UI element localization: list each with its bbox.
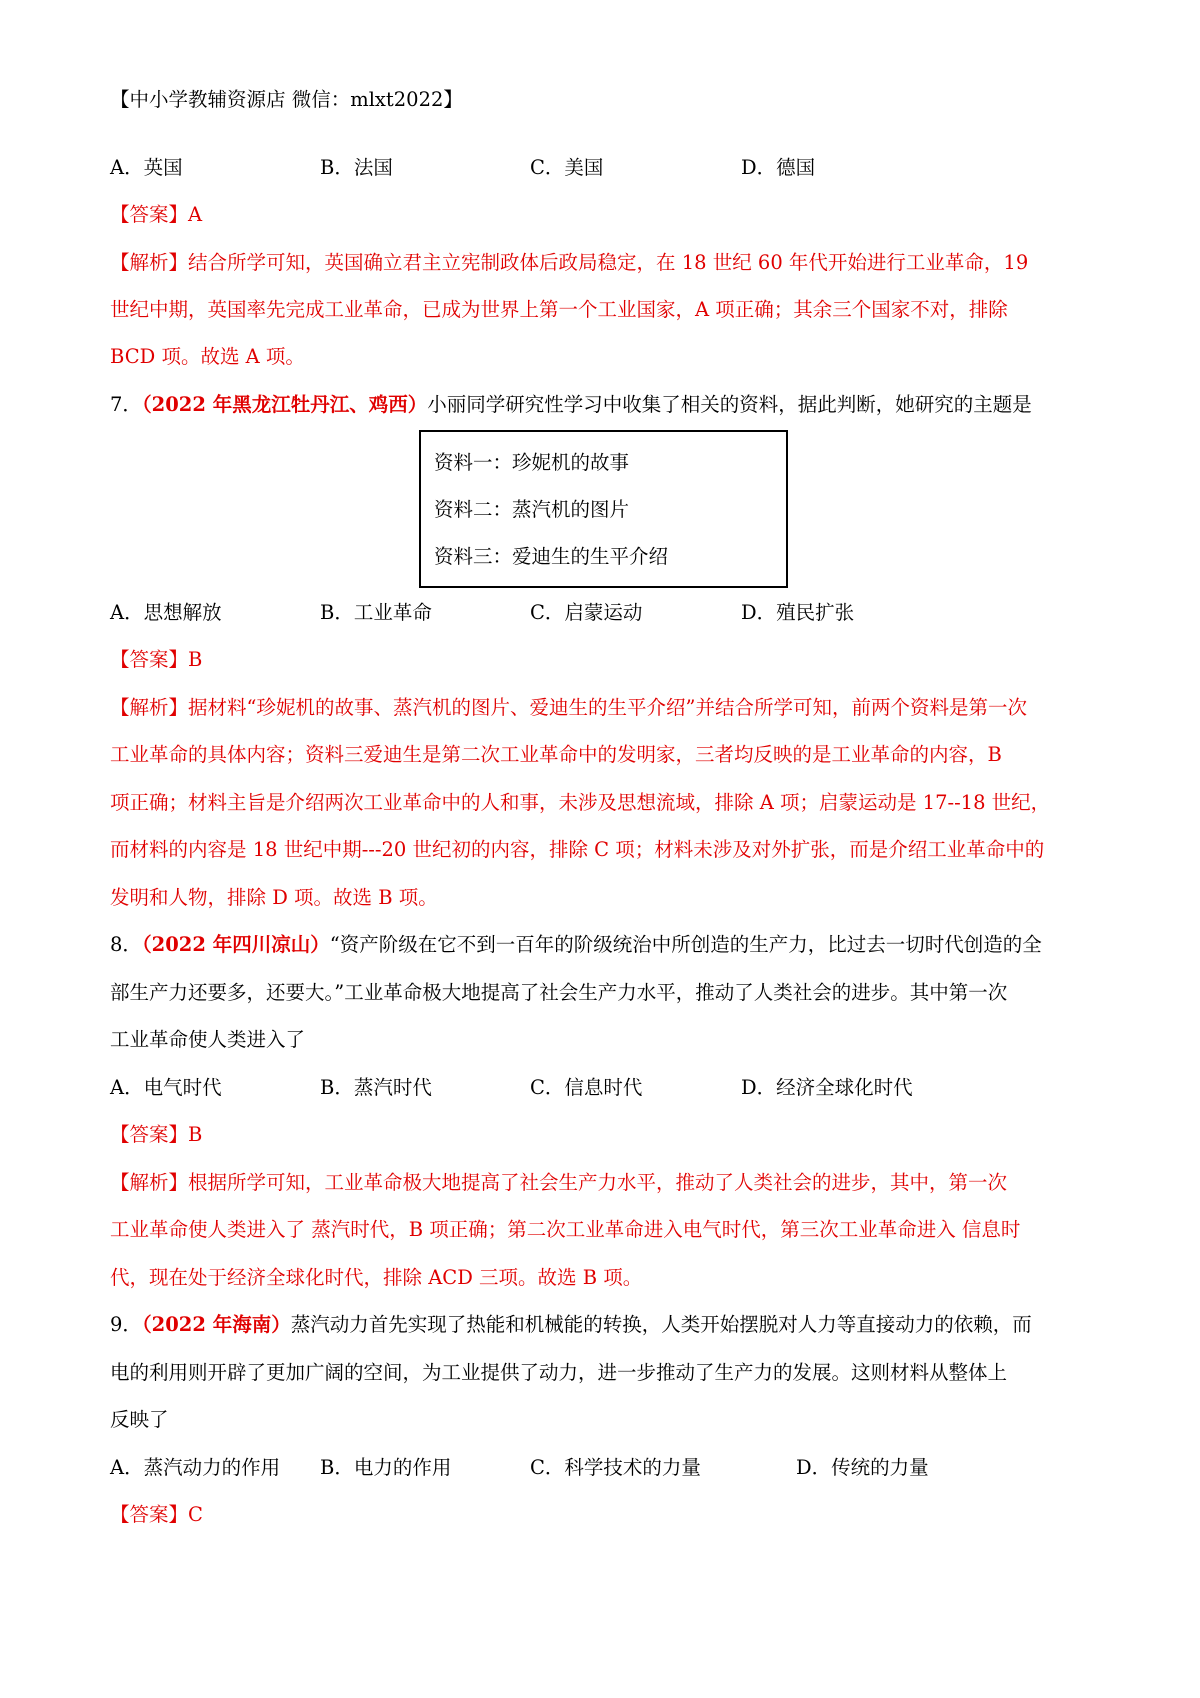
q9-stem-text-1: 蒸汽动力首先实现了热能和机械能的转换，人类开始摆脱对人力等直接动力的依赖，而 [290, 1313, 1032, 1336]
q6-option-b: B．法国 [320, 156, 393, 179]
q7-material-1: 资料一：珍妮机的故事 [434, 451, 630, 474]
q8-analysis-line-3: 代，现在处于经济全球化时代，排除 ACD 三项。故选 B 项。 [110, 1266, 643, 1289]
q7-source: （2022 年黑龙江牡丹江、鸡西） [141, 393, 428, 416]
q9-option-a: A．蒸汽动力的作用 [110, 1456, 281, 1479]
q8-analysis-line-2: 工业革命使人类进入了 蒸汽时代，B 项正确；第二次工业革命进入电气时代，第三次工业革命进入 信息时 [110, 1218, 1021, 1241]
q7-answer: 【答案】B [110, 648, 203, 671]
q6-analysis-line-3: BCD 项。故选 A 项。 [110, 345, 305, 368]
q7-option-c: C．启蒙运动 [530, 601, 643, 624]
q7-material-box [419, 430, 788, 588]
q8-stem-line-2: 部生产力还要多，还要大。”工业革命极大地提高了社会生产力水平，推动了人类社会的进步。其中第一次 [110, 981, 1008, 1004]
q6-analysis-line-2: 世纪中期，英国率先完成工业革命，已成为世界上第一个工业国家，A 项正确；其余三个国家不对，排除 [110, 298, 1008, 321]
q9-stem-line-2: 电的利用则开辟了更加广阔的空间，为工业提供了动力，进一步推动了生产力的发展。这则材料从整体上 [110, 1361, 1008, 1384]
q6-option-c: C．美国 [530, 156, 604, 179]
q7-stem [110, 392, 1100, 418]
q7-analysis-line-3: 项正确；材料主旨是介绍两次工业革命中的人和事，未涉及思想流域，排除 A 项；启蒙运动是 17--18 世纪， [110, 791, 1051, 814]
q7-material-2: 资料二：蒸汽机的图片 [434, 498, 630, 521]
q6-option-d: D．德国 [741, 156, 816, 179]
q8-option-a: A．电气时代 [110, 1076, 222, 1099]
q9-option-b: B．电力的作用 [320, 1456, 452, 1479]
q7-number: 7． [110, 393, 142, 416]
q9-stem-line-3: 反映了 [110, 1408, 169, 1431]
q6-answer: 【答案】A [110, 203, 203, 226]
q8-option-c: C．信息时代 [530, 1076, 643, 1099]
q9-option-d: D．传统的力量 [796, 1456, 929, 1479]
q9-source: （2022 年海南） [141, 1313, 291, 1336]
q7-analysis-line-1: 【解析】据材料“珍妮机的故事、蒸汽机的图片、爱迪生的生平介绍”并结合所学可知，前两个资料是第一次 [110, 696, 1027, 719]
q7-option-d: D．殖民扩张 [741, 601, 855, 624]
q8-source: （2022 年四川凉山） [141, 933, 330, 956]
q7-analysis-line-5: 发明和人物，排除 D 项。故选 B 项。 [110, 886, 438, 909]
q7-analysis-line-2: 工业革命的具体内容；资料三爱迪生是第二次工业革命中的发明家，三者均反映的是工业革命的内容，B [110, 743, 1002, 766]
q8-option-b: B．蒸汽时代 [320, 1076, 432, 1099]
q9-option-c: C．科学技术的力量 [530, 1456, 701, 1479]
q7-stem-text: 小丽同学研究性学习中收集了相关的资料，据此判断，她研究的主题是 [427, 393, 1032, 416]
q6-analysis-line-1: 【解析】结合所学可知，英国确立君主立宪制政体后政局稳定，在 18 世纪 60 年代开始进行工业革命，19 [110, 251, 1029, 274]
q8-stem-text-1: “资产阶级在它不到一百年的阶级统治中所创造的生产力，比过去一切时代创造的全 [329, 933, 1042, 956]
q8-stem-line-3: 工业革命使人类进入了 [110, 1028, 306, 1051]
q9-stem-line-1 [110, 1312, 1100, 1338]
q8-answer: 【答案】B [110, 1123, 203, 1146]
page-header: 【中小学教辅资源店 微信：mlxt2022】 [110, 88, 463, 111]
q8-stem-line-1 [110, 932, 1100, 958]
q8-option-d: D．经济全球化时代 [741, 1076, 913, 1099]
q9-answer: 【答案】C [110, 1503, 203, 1526]
q7-option-b: B．工业革命 [320, 601, 432, 624]
q7-analysis-line-4: 而材料的内容是 18 世纪中期---20 世纪初的内容，排除 C 项；材料未涉及对外扩张，而是介绍工业革命中的 [110, 838, 1045, 861]
q8-analysis-line-1: 【解析】根据所学可知，工业革命极大地提高了社会生产力水平，推动了人类社会的进步，其中，第一次 [110, 1171, 1008, 1194]
q9-number: 9． [110, 1313, 142, 1336]
q7-material-3: 资料三：爱迪生的生平介绍 [434, 545, 669, 568]
q7-option-a: A．思想解放 [110, 601, 222, 624]
q8-number: 8． [110, 933, 142, 956]
q6-option-a: A．英国 [110, 156, 183, 179]
